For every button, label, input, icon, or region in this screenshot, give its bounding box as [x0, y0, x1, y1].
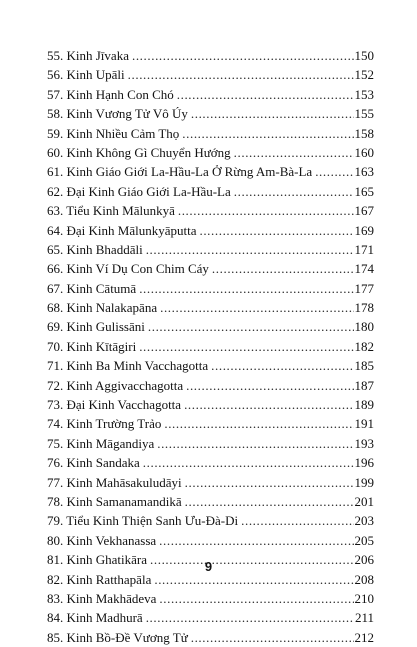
- toc-entry-title: 70. Kinh Kītāgiri: [47, 338, 137, 354]
- toc-entry[interactable]: [47, 628, 374, 647]
- table-of-contents: [47, 46, 374, 647]
- toc-entry-title: 64. Đại Kinh Mālunkyāputta: [47, 222, 197, 238]
- toc-entry-page: 158: [354, 125, 374, 141]
- toc-entry-page: 171: [354, 241, 374, 257]
- toc-entry-title: 60. Kinh Không Gì Chuyển Hướng: [47, 144, 231, 160]
- toc-entry-page: 193: [354, 435, 374, 451]
- dot-leader: [185, 473, 354, 492]
- toc-entry[interactable]: [47, 104, 374, 123]
- toc-entry-page: 205: [354, 532, 374, 548]
- toc-entry-page: 165: [354, 183, 374, 199]
- dot-leader: [143, 453, 354, 472]
- toc-entry[interactable]: [47, 259, 374, 278]
- toc-entry-title: 84. Kinh Madhurā: [47, 610, 143, 626]
- dot-leader: [146, 240, 354, 259]
- toc-entry-page: 177: [354, 280, 374, 296]
- toc-entry[interactable]: [47, 240, 374, 259]
- toc-entry[interactable]: [47, 473, 374, 492]
- dot-leader: [191, 104, 354, 123]
- dot-leader: [178, 201, 354, 220]
- toc-entry-title: 58. Kinh Vương Tử Vô Úy: [47, 106, 188, 122]
- dot-leader: [157, 434, 353, 453]
- toc-entry-title: 75. Kinh Māgandiya: [47, 435, 155, 451]
- dot-leader: [164, 414, 353, 433]
- toc-entry[interactable]: [47, 317, 374, 336]
- dot-leader: [139, 279, 353, 298]
- toc-entry[interactable]: [47, 298, 374, 317]
- toc-entry[interactable]: [47, 124, 374, 143]
- toc-entry-page: 210: [354, 590, 374, 606]
- toc-entry-title: 80. Kinh Vekhanassa: [47, 532, 157, 548]
- toc-entry-title: 62. Đại Kinh Giáo Giới La-Hầu-La: [47, 183, 231, 199]
- toc-entry[interactable]: [47, 511, 374, 530]
- toc-entry[interactable]: [47, 162, 374, 181]
- toc-entry[interactable]: [47, 182, 374, 201]
- toc-entry[interactable]: [47, 85, 374, 104]
- toc-entry-title: 59. Kinh Nhiều Cảm Thọ: [47, 125, 180, 141]
- toc-entry-title: 68. Kinh Nalakapāna: [47, 300, 158, 316]
- dot-leader: [234, 182, 354, 201]
- toc-entry-title: 63. Tiểu Kinh Mālunkyā: [47, 203, 175, 219]
- toc-entry[interactable]: [47, 337, 374, 356]
- toc-entry-title: 71. Kinh Ba Minh Vacchagotta: [47, 358, 209, 374]
- toc-entry[interactable]: [47, 531, 374, 550]
- toc-entry-page: 180: [354, 319, 374, 335]
- toc-entry-title: 81. Kinh Ghatikāra: [47, 552, 148, 568]
- page-number: 9: [204, 559, 213, 574]
- toc-entry-page: 178: [354, 300, 374, 316]
- dot-leader: [146, 608, 354, 627]
- toc-entry-page: 199: [354, 474, 374, 490]
- toc-entry-title: 83. Kinh Makhādeva: [47, 590, 157, 606]
- toc-entry[interactable]: [47, 376, 374, 395]
- toc-entry-page: 152: [354, 67, 374, 83]
- toc-entry-title: 73. Đại Kinh Vacchagotta: [47, 397, 182, 413]
- toc-entry[interactable]: [47, 589, 374, 608]
- toc-entry-page: 169: [354, 222, 374, 238]
- toc-entry-page: 206: [354, 552, 374, 568]
- toc-entry-title: 56. Kinh Upāli: [47, 67, 125, 83]
- toc-entry-title: 76. Kinh Sandaka: [47, 455, 140, 471]
- dot-leader: [234, 143, 354, 162]
- toc-entry-page: 187: [354, 377, 374, 393]
- toc-entry[interactable]: [47, 201, 374, 220]
- toc-entry-title: 77. Kinh Mahāsakuludāyi: [47, 474, 182, 490]
- dot-leader: [160, 298, 353, 317]
- toc-entry-page: 203: [354, 513, 374, 529]
- toc-entry-page: 201: [354, 493, 374, 509]
- dot-leader: [177, 85, 354, 104]
- dot-leader: [132, 46, 354, 65]
- toc-entry[interactable]: [47, 356, 374, 375]
- toc-entry-page: 189: [354, 397, 374, 413]
- dot-leader: [159, 589, 353, 608]
- dot-leader: [128, 65, 354, 84]
- toc-entry-title: 57. Kinh Hạnh Con Chó: [47, 86, 174, 102]
- toc-entry-title: 67. Kinh Cātumā: [47, 280, 137, 296]
- toc-entry[interactable]: [47, 414, 374, 433]
- dot-leader: [148, 317, 354, 336]
- toc-entry-page: 196: [354, 455, 374, 471]
- toc-entry-title: 85. Kinh Bồ-Đề Vương Tử: [47, 629, 188, 645]
- toc-entry-title: 74. Kinh Trường Trảo: [47, 416, 162, 432]
- toc-entry-title: 72. Kinh Aggivacchagotta: [47, 377, 184, 393]
- dot-leader: [315, 162, 353, 181]
- toc-entry-title: 61. Kinh Giáo Giới La-Hầu-La Ở Rừng Am-Bà-La: [47, 164, 313, 180]
- toc-entry[interactable]: [47, 608, 374, 627]
- dot-leader: [184, 395, 353, 414]
- dot-leader: [241, 511, 353, 530]
- dot-leader: [182, 124, 353, 143]
- toc-entry[interactable]: [47, 46, 374, 65]
- toc-entry-page: 153: [354, 86, 374, 102]
- toc-entry-page: 182: [354, 338, 374, 354]
- dot-leader: [186, 376, 353, 395]
- toc-entry[interactable]: [47, 65, 374, 84]
- toc-entry-page: 160: [354, 144, 374, 160]
- dot-leader: [211, 356, 353, 375]
- toc-entry-title: 69. Kinh Gulissāni: [47, 319, 145, 335]
- dot-leader: [212, 259, 354, 278]
- toc-entry-page: 174: [354, 261, 374, 277]
- toc-entry-page: 211: [354, 610, 374, 626]
- toc-entry-page: 208: [354, 571, 374, 587]
- toc-entry-title: 78. Kinh Samanamandikā: [47, 493, 182, 509]
- toc-entry-title: 79. Tiểu Kinh Thiện Sanh Ưu-Đà-Di: [47, 513, 239, 529]
- toc-entry-title: 65. Kinh Bhaddāli: [47, 241, 143, 257]
- toc-entry[interactable]: [47, 492, 374, 511]
- dot-leader: [199, 221, 353, 240]
- dot-leader: [191, 628, 354, 647]
- toc-entry-page: 212: [354, 629, 374, 645]
- dot-leader: [159, 531, 353, 550]
- toc-entry[interactable]: [47, 279, 374, 298]
- toc-entry-title: 66. Kinh Ví Dụ Con Chim Cáy: [47, 261, 209, 277]
- dot-leader: [185, 492, 354, 511]
- toc-entry[interactable]: [47, 453, 374, 472]
- toc-entry[interactable]: [47, 395, 374, 414]
- toc-entry-page: 150: [354, 48, 374, 63]
- toc-entry-page: 191: [354, 416, 374, 432]
- toc-entry[interactable]: [47, 143, 374, 162]
- dot-leader: [139, 337, 353, 356]
- toc-entry-page: 163: [354, 164, 374, 180]
- toc-entry[interactable]: [47, 221, 374, 240]
- toc-entry-page: 155: [354, 106, 374, 122]
- toc-entry-page: 167: [354, 203, 374, 219]
- toc-entry-page: 185: [354, 358, 374, 374]
- toc-entry-title: 55. Kinh Jīvaka: [47, 48, 129, 63]
- toc-entry[interactable]: [47, 434, 374, 453]
- toc-entry-title: 82. Kinh Ratthapāla: [47, 571, 152, 587]
